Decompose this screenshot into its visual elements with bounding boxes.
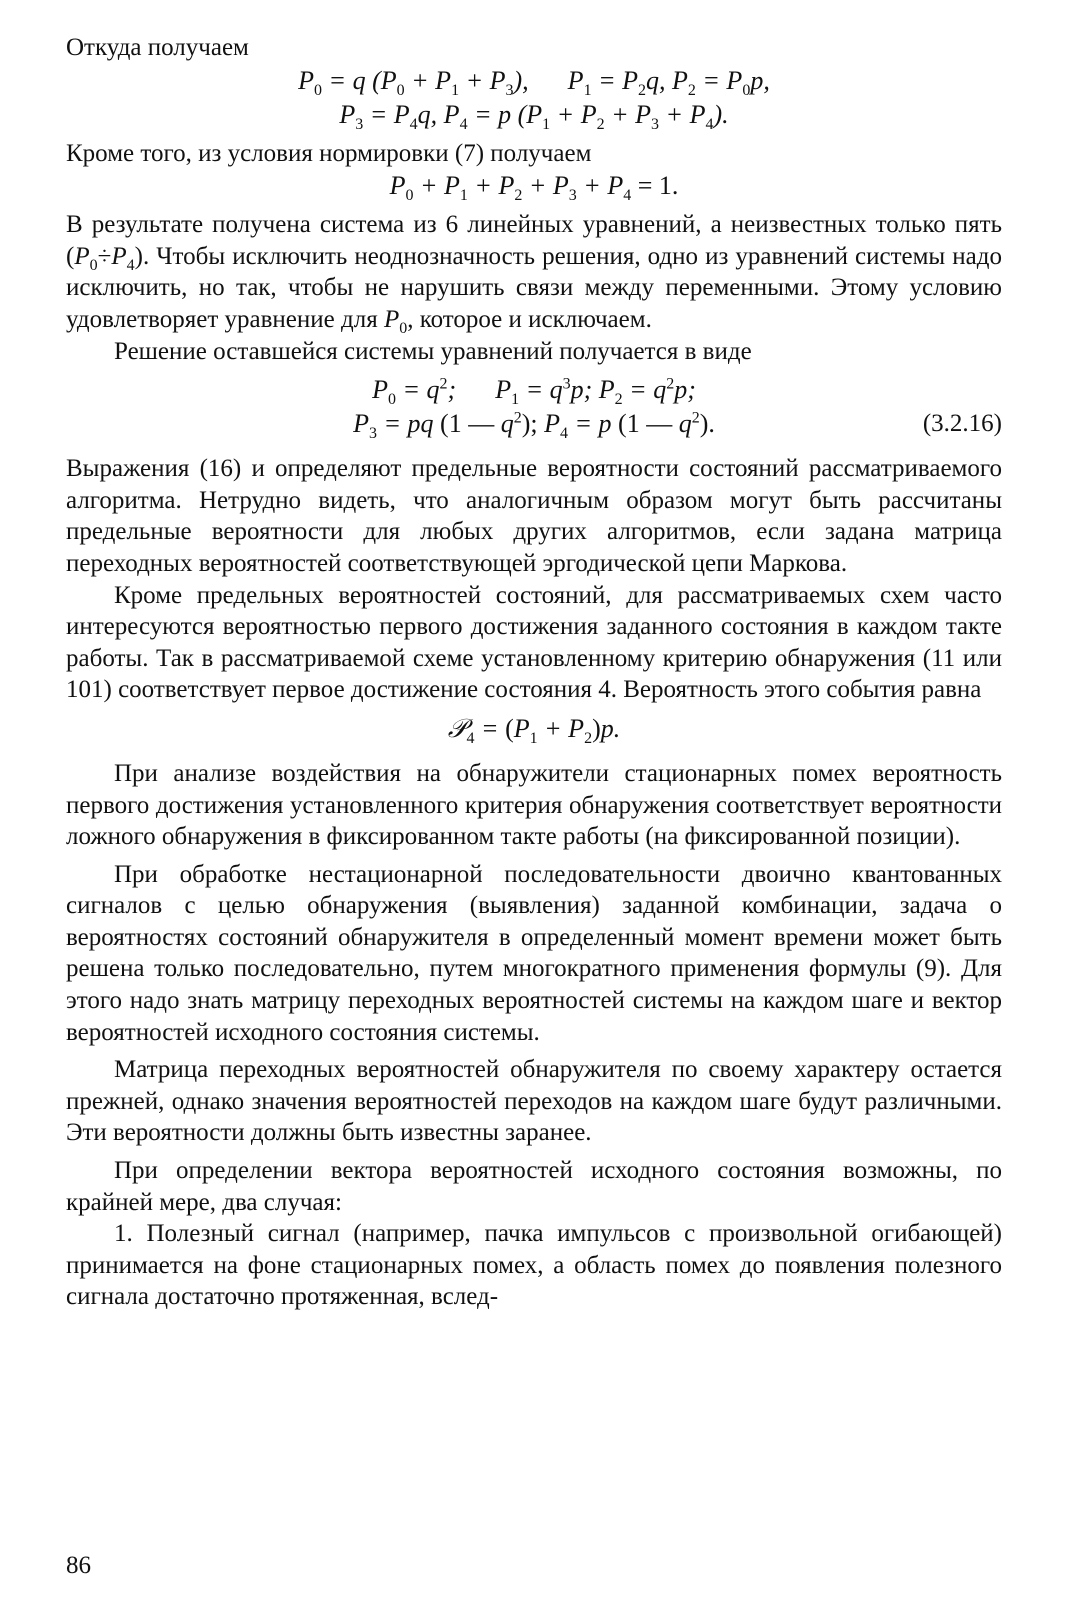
equation-number: (3.2.16)	[922, 410, 1002, 438]
cases-paragraph: При определении вектора вероятностей исходного состояния возможны, по крайней мере, два случая:	[66, 1157, 1002, 1216]
equation-system-line-1: $P_0 = q$ $(P_0 + P_1 + P_3)$, $P_1 = P_2q$, $P_2 = P_0p$,	[298, 65, 770, 99]
first-reach-equation: 𝒫$_4$ = $(P_1 + P_2)p$.	[447, 713, 621, 748]
result-text-a: В результате получена система из 6 линейных уравнений, а неизвестных только пять (	[66, 211, 1002, 270]
case-1-paragraph: 1. Полезный сигнал (например, пачка импульсов с произвольной огибающей) принимается на фоне стационарных помех, а область помех до появления полезного сигнала достаточно протяженная, вслед-	[66, 1220, 1002, 1311]
result-paragraph: В результате получена система из 6 линейных уравнений, а неизвестных только пять $(P_0\div P_4)$. Чтобы исключить неоднозначность решения, одно из уравнений системы надо исключить, но так, чтобы не нарушить связи между переменными. Этому условию удовлетворяет уравнение для $P_0$, которое и исключаем.	[66, 211, 1002, 337]
matrix-paragraph: Матрица переходных вероятностей обнаружителя по своему характеру остается прежней, однако значения вероятностей переходов на каждом шаге будут различными. Эти вероятности должны быть известны заранее.	[66, 1056, 1002, 1147]
analysis-paragraph: При анализе воздействия на обнаружители стационарных помех вероятность первого достижения установленного критерия обнаружения соответствует вероятности ложного обнаружения в фиксированном такте работы (на фиксированной позиции).	[66, 759, 1002, 851]
expressions-paragraph: Выражения (16) и определяют предельные вероятности состояний рассматриваемого алгоритма. Нетрудно видеть, что аналогичным образом могут быть рассчитаны предельные вероятности для любых других алгоритмов, если задана матрица переходных вероятностей соответствующей эргодической цепи Маркова.	[66, 455, 1002, 577]
result-text-c: , которое и исключаем.	[407, 305, 652, 333]
solution-equation-line-2: $P_3$ = pq (1 — $q^2$); $P_4 = p$ (1 — $q^2$). (3.2.16)	[353, 409, 1002, 443]
result-text-b: ). Чтобы исключить неоднозначность решения, одно из уравнений системы надо исключить, но так, чтобы не нарушить связи между переменными. Этому условию удовлетворяет уравнение для	[66, 242, 1002, 333]
solution-text: Решение оставшейся системы уравнений получается в виде	[114, 337, 752, 365]
solution-equation-line-1: $P_0 = q^2$; $P_1 = q^3p$; $P_2 = q^2p$;	[372, 375, 696, 409]
normalization-equation: $P_0 + P_1 + P_2 + P_3 + P_4 = 1$.	[389, 171, 679, 205]
nonstationary-paragraph: При обработке нестационарной последовательности двоично квантованных сигналов с целью обнаружения (выявления) заданной комбинации, задача о вероятностях состояний обнаружителя в определенный момент времени может быть решена только последовательно, путем многократного применения формулы (9). Для этого надо знать матрицу переходных вероятностей системы на каждом шаге и вектор вероятностей исходного состояния системы.	[66, 860, 1002, 1046]
equation-system-line-2: $P_3 = P_4q$, $P_4 = p$ $(P_1 + P_2 + P_3 + P_4)$.	[339, 99, 729, 133]
normalization-text: Кроме того, из условия нормировки (7) получаем	[66, 139, 592, 167]
first-reach-paragraph: Кроме предельных вероятностей состояний, для рассматриваемых схем часто интересуются вероятностью первого достижения заданного состояния в каждом такте работы. Так в рассматриваемой схеме установленному критерию обнаружения (11 или 101) соответствует первое достижение состояния 4. Вероятность этого события равна	[66, 581, 1002, 704]
page-number: 86	[66, 1552, 91, 1579]
intro-text: Откуда получаем	[66, 34, 249, 61]
